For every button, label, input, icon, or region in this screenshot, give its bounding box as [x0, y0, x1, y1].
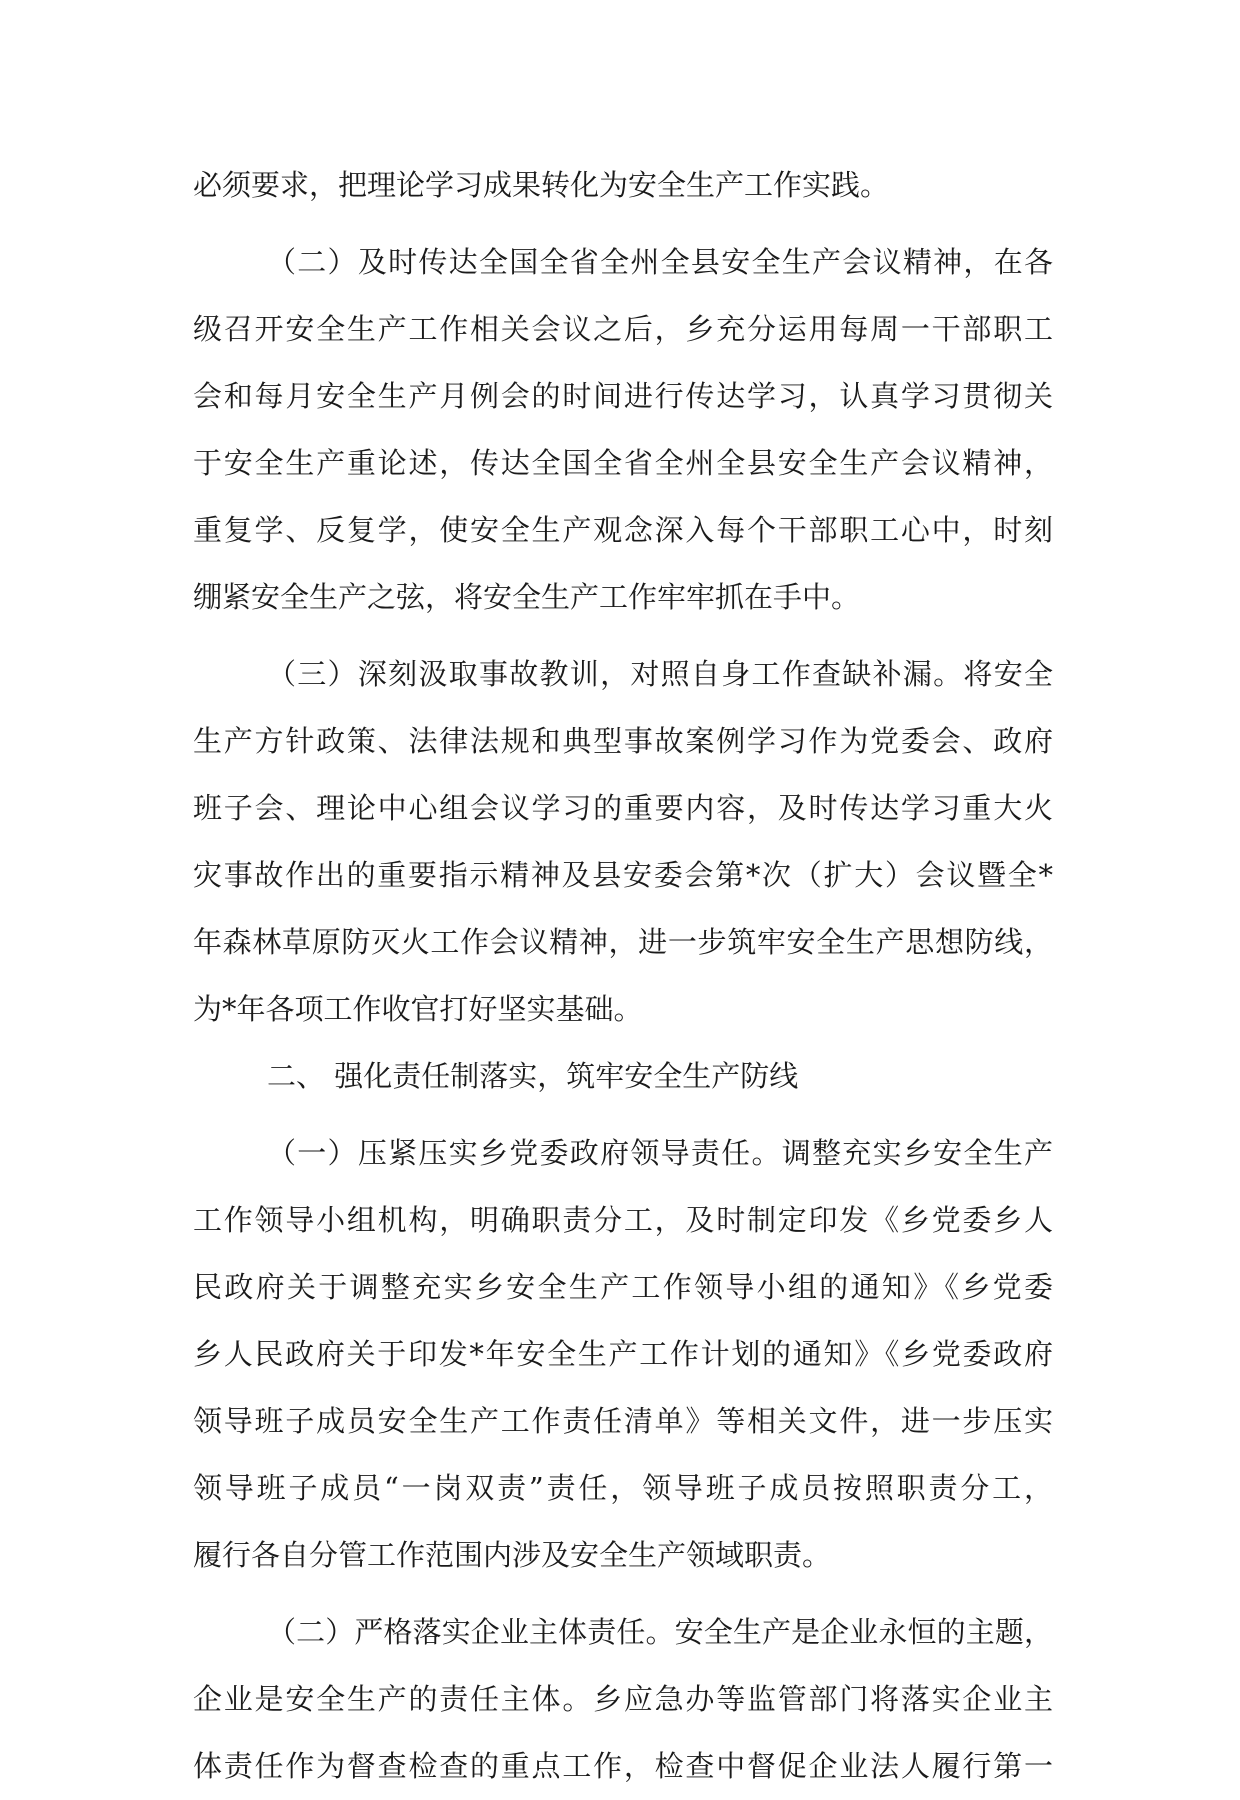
text-line: 领导班子成员安全生产工作责任清单》等相关文件，进一步压实 — [193, 1404, 1053, 1438]
paragraph — [193, 641, 1053, 1043]
text-line: 绷紧安全生产之弦，将安全生产工作牢牢抓在手中。 — [193, 580, 861, 614]
text-line: （三）深刻汲取事故教训，对照自身工作查缺补漏。将安全 — [267, 657, 1053, 691]
text-line: 工作领导小组机构，明确职责分工，及时制定印发《乡党委乡人 — [193, 1203, 1053, 1237]
text-line: 班子会、理论中心组会议学习的重要内容，及时传达学习重大火 — [193, 791, 1053, 825]
text-line: 必须要求，把理论学习成果转化为安全生产工作实践。 — [193, 168, 890, 202]
text-line: 重复学、反复学，使安全生产观念深入每个干部职工心中，时刻 — [193, 513, 1053, 547]
text-line: 为*年各项工作收官打好坚实基础。 — [193, 992, 643, 1026]
text-line: 企业是安全生产的责任主体。乡应急办等监管部门将落实企业主 — [193, 1682, 1053, 1716]
text-line: 履行各自分管工作范围内涉及安全生产领域职责。 — [193, 1538, 832, 1572]
section-heading — [193, 1043, 1053, 1110]
paragraph — [193, 152, 1053, 219]
text-line: 级召开安全生产工作相关会议之后，乡充分运用每周一干部职工 — [193, 312, 1053, 346]
text-line: （二）及时传达全国全省全州全县安全生产会议精神，在各 — [267, 245, 1053, 279]
paragraph — [193, 1120, 1053, 1589]
text-line: 领导班子成员“一岗双责”责任，领导班子成员按照职责分工， — [193, 1471, 1053, 1505]
section-heading-text: 二、 强化责任制落实，筑牢安全生产防线 — [267, 1059, 799, 1093]
paragraph — [193, 1599, 1053, 1800]
document-body — [193, 152, 1053, 1800]
text-line: （二）严格落实企业主体责任。安全生产是企业永恒的主题， — [267, 1615, 1053, 1649]
text-line: 生产方针政策、法律法规和典型事故案例学习作为党委会、政府 — [193, 724, 1053, 758]
text-line: 灾事故作出的重要指示精神及县安委会第*次（扩大）会议暨全* — [193, 858, 1053, 892]
text-line: 年森林草原防灭火工作会议精神，进一步筑牢安全生产思想防线， — [193, 925, 1053, 959]
text-line: 于安全生产重论述，传达全国全省全州全县安全生产会议精神， — [193, 446, 1053, 480]
text-line: 会和每月安全生产月例会的时间进行传达学习，认真学习贯彻关 — [193, 379, 1053, 413]
paragraph — [193, 229, 1053, 631]
text-line: 乡人民政府关于印发*年安全生产工作计划的通知》《乡党委政府 — [193, 1337, 1053, 1371]
text-line: 体责任作为督查检查的重点工作，检查中督促企业法人履行第一 — [193, 1749, 1053, 1783]
text-line: （一）压紧压实乡党委政府领导责任。调整充实乡安全生产 — [267, 1136, 1053, 1170]
text-line: 民政府关于调整充实乡安全生产工作领导小组的通知》《乡党委 — [193, 1270, 1053, 1304]
